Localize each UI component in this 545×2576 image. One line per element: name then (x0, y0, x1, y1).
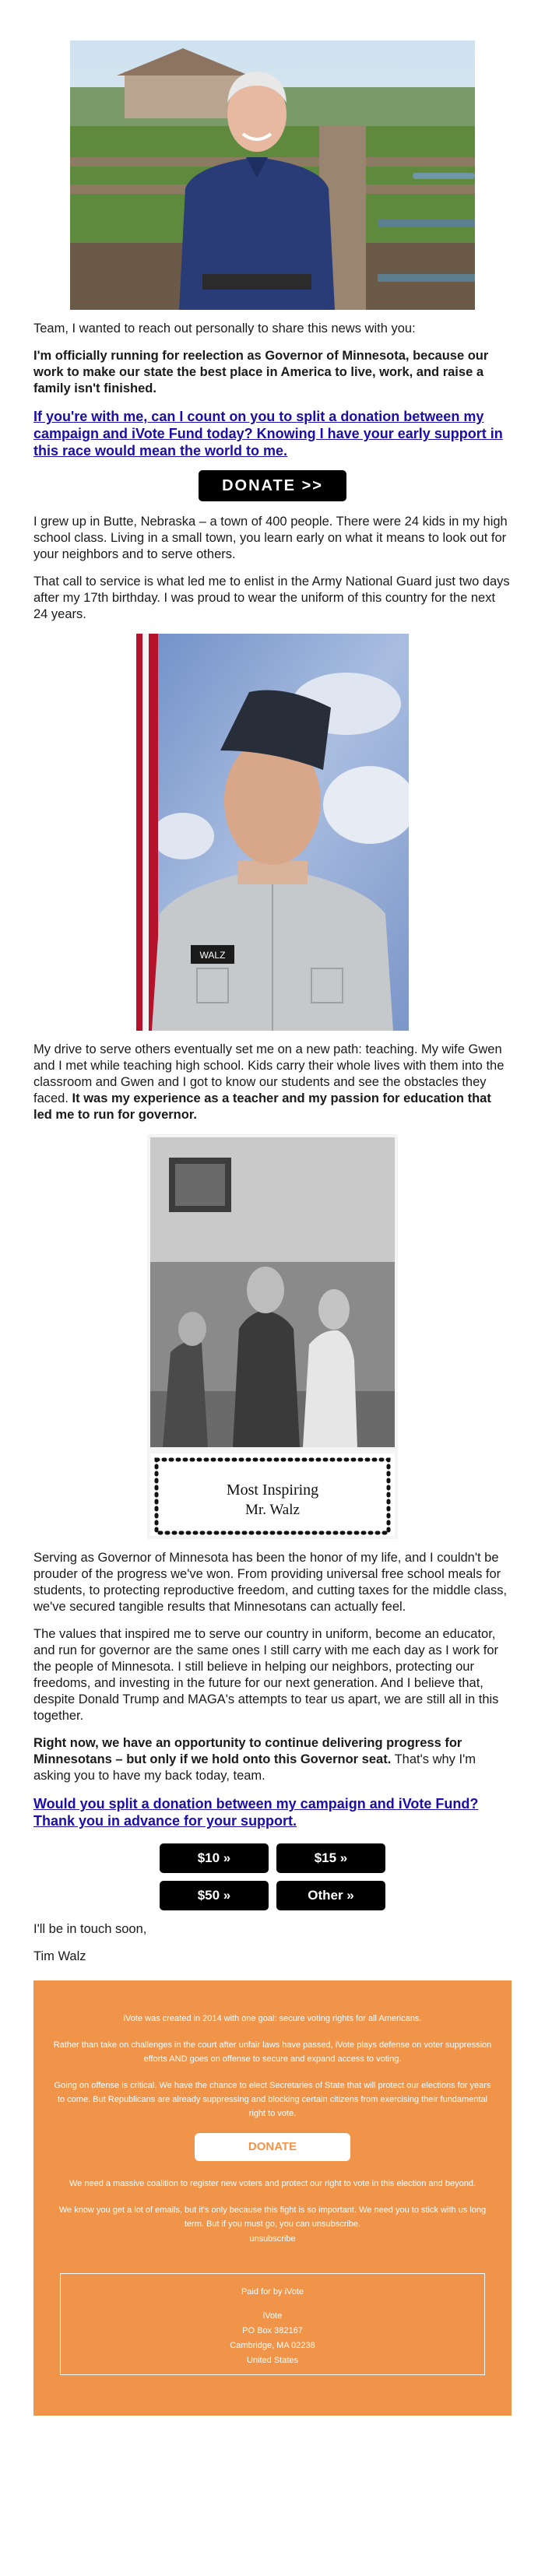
amount-button-10[interactable]: $10 » (160, 1843, 269, 1873)
donate-button[interactable]: DONATE >> (199, 470, 346, 501)
yearbook-caption-name: Mr. Walz (245, 1502, 300, 1518)
unsubscribe-link[interactable]: unsubscribe (249, 2234, 296, 2244)
donate-ask-link[interactable]: If you're with me, can I count on you to split a donation between my campaign and iVote Fund today? Knowing I have your early support in this race would mean the world to me. (33, 409, 503, 459)
greeting-text: Team, I wanted to reach out personally to share this news with you: (33, 322, 416, 336)
amount-button-15[interactable]: $15 » (276, 1843, 385, 1873)
story-paragraph-3-text: My drive to serve others eventually set me on a new path: teaching. My wife Gwen and I met while teaching high school. Kids carry their whole lives with them into the classroom and Gwen and I got to know our students and see the obstacles they faced. (33, 1042, 505, 1105)
story-paragraph-2: That call to service is what led me to enlist in the Army National Guard just two days after my 17th birthday. I was proud to wear the uniform of this country for the next 24 years. (33, 575, 510, 621)
yearbook-caption-title: Most Inspiring (226, 1481, 319, 1499)
story-paragraph-6-bold: Right now, we have an opportunity to continue delivering progress for Minnesotans – but only if we hold onto this Governor seat. (33, 1736, 462, 1766)
footer-coalition: We need a massive coalition to register new voters and protect our right to vote in this election and beyond. (69, 2179, 476, 2188)
story-paragraph-1: I grew up in Butte, Nebraska – a town of 400 people. There were 24 kids in my high school class. Living in a small town, you learn early on what it means to look out for your neighbors and to serve others. (33, 515, 508, 561)
announcement-text: I'm officially running for reelection as Governor of Minnesota, because our work to make our state the best place in America to live, work, and raise a family isn't finished. (33, 349, 489, 395)
story-paragraph-6-text: That's why I'm asking you to have my back today, team. (33, 1752, 476, 1783)
story-paragraph-5: The values that inspired me to serve our country in uniform, become an educator, and run for governor are the same ones I still carry with me each day as I work for the people of Minnesota. I still believe in helping our neighbors, protecting our freedoms, and investing in the future for our next generation. And I believe that, despite Donald Trump and MAGA's attempts to tear us apart, we are still all in this together. (33, 1627, 499, 1723)
footer-defense: Rather than take on challenges in the court after unfair laws have passed, iVote plays defense on voter suppression efforts AND goes on offense to secure and expand access to voting. (53, 2040, 492, 2064)
story-paragraph-3 (33, 1042, 512, 1123)
yearbook-photo (147, 1134, 398, 1539)
footer-mission: iVote was created in 2014 with one goal: secure voting rights for all Americans. (123, 2014, 422, 2023)
amount-button-50[interactable]: $50 » (160, 1881, 269, 1910)
footer-donate-button[interactable]: DONATE (195, 2133, 350, 2161)
hero-photo (70, 40, 475, 310)
org-name: iVote (262, 2311, 283, 2321)
city-state-zip: Cambridge, MA 02238 (230, 2341, 315, 2350)
story-paragraph-4: Serving as Governor of Minnesota has been the honor of my life, and I couldn't be prouder of the progress we've won. From providing universal free school meals for students, to protecting reproductive freedom, and cutting taxes for the middle class, we've secured tangible results that Minnesotans can actually feel. (33, 1551, 508, 1614)
amount-button-other[interactable]: Other » (276, 1881, 385, 1910)
paid-for-text: Paid for by iVote (241, 2287, 304, 2297)
army-portrait-photo (136, 634, 409, 1031)
story-paragraph-3-bold: It was my experience as a teacher and my passion for education that led me to run for governor. (33, 1091, 491, 1122)
name-tag: WALZ (199, 950, 226, 961)
footer-emails-note: We know you get a lot of emails, but it's only because this fight is so important. We need you to stick with us long term. But if you must go, you can unsubscribe. (58, 2205, 487, 2229)
story-paragraph-6 (33, 1735, 512, 1784)
footer-offense: Going on offense is critical. We have the chance to elect Secretaries of State that will protect our elections for years to come. But Republicans are already suppressing and blocking certain citizens from exercising their fundamental right to vote. (54, 2081, 491, 2118)
po-box: PO Box 382167 (242, 2326, 303, 2335)
closing-text: I'll be in touch soon, (33, 1922, 147, 1936)
paid-for-box (60, 2273, 485, 2375)
donate-ask-link-2[interactable]: Would you split a donation between my campaign and iVote Fund? Thank you in advance for your support. (33, 1796, 479, 1829)
footer (33, 1980, 512, 2416)
amount-button-grid (160, 1843, 385, 1910)
country: United States (246, 2356, 299, 2365)
email-body (33, 0, 512, 2420)
signature-name: Tim Walz (33, 1949, 86, 1963)
